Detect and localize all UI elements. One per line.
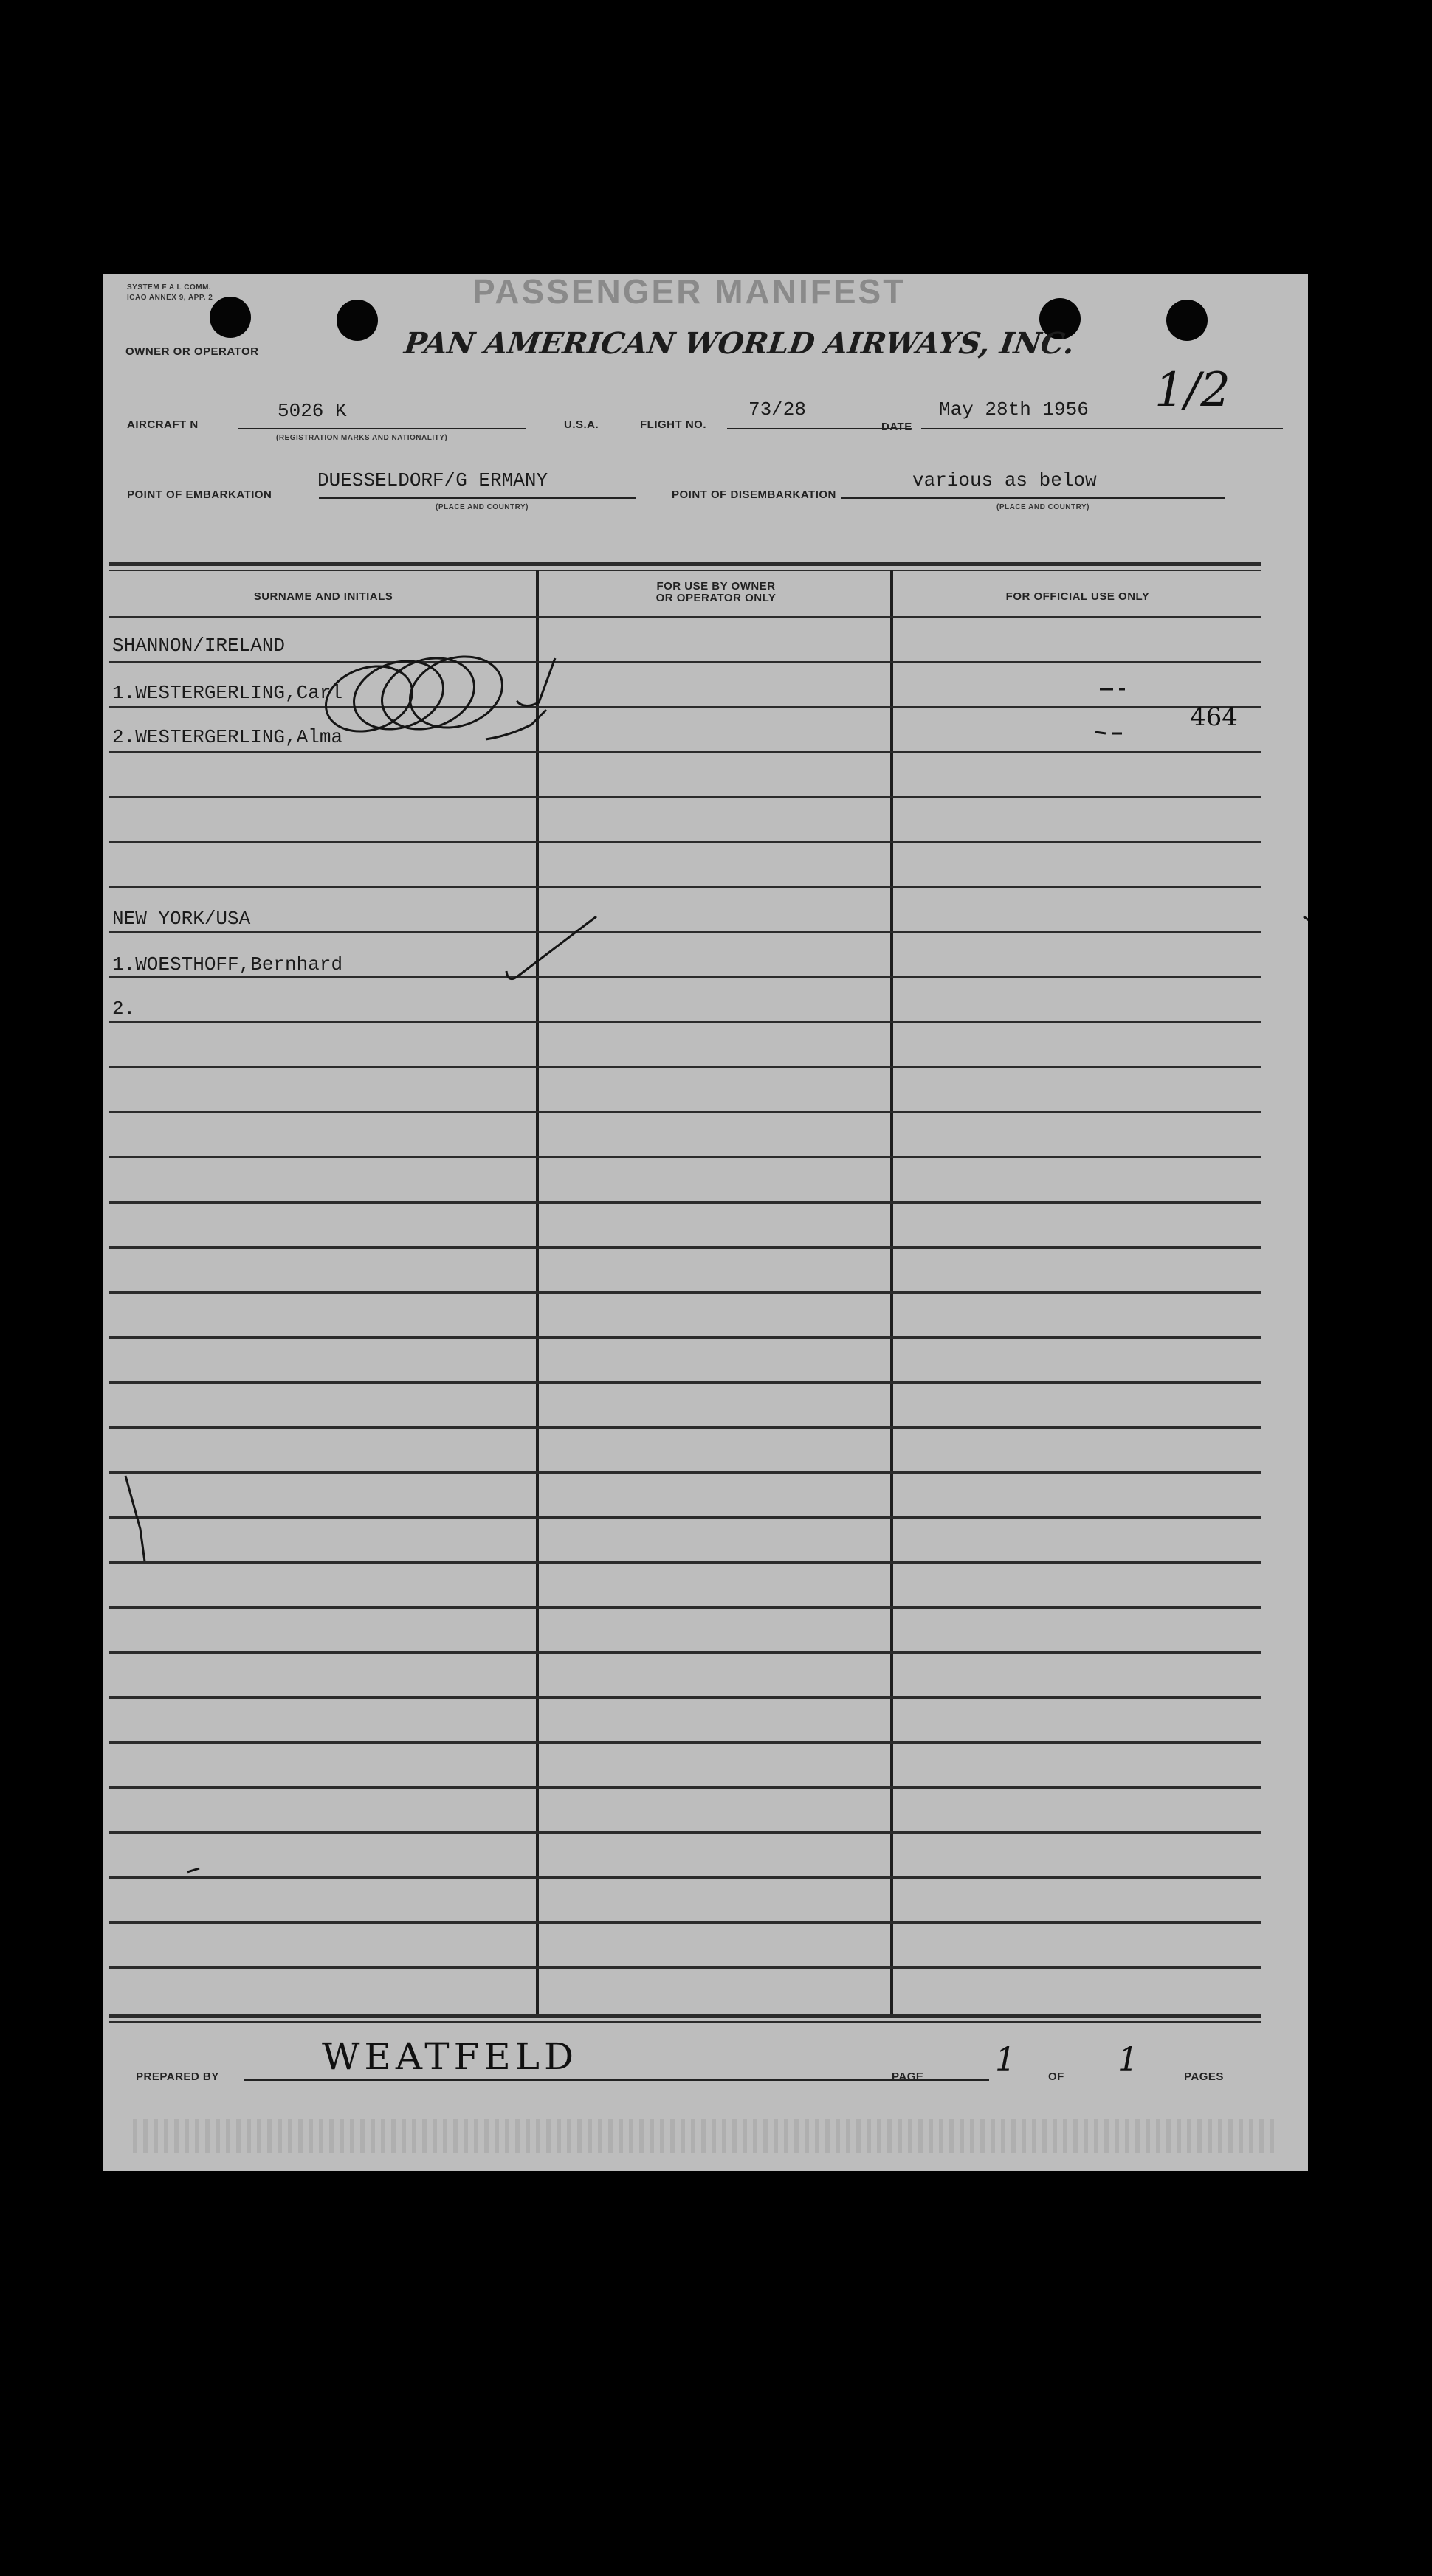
col-head-owner-2: OR OPERATOR ONLY <box>655 592 777 604</box>
pages-label: PAGES <box>1184 2071 1224 2083</box>
scribble-loop <box>401 645 512 739</box>
official-number: 464 <box>1190 702 1238 732</box>
corner-mark: 1/2 <box>1154 363 1230 418</box>
disembarkation-label: POINT OF DISEMBARKATION <box>672 488 836 501</box>
flight-value: 73/28 <box>748 398 807 421</box>
scribble-loop <box>317 656 421 742</box>
check-mark <box>506 916 596 979</box>
flight-label: FLIGHT NO. <box>640 418 706 431</box>
date-value: May 28th 1956 <box>939 398 1089 421</box>
col-head-official: FOR OFFICIAL USE ONLY <box>1005 590 1150 603</box>
group-heading-newyork: NEW YORK/USA <box>112 908 251 930</box>
registration-note: (REGISTRATION MARKS AND NATIONALITY) <box>276 434 448 442</box>
passenger-row: 1.WOESTHOFF,Bernhard <box>112 953 343 976</box>
scribble-loop <box>373 646 483 740</box>
date-label: DATE <box>881 421 912 433</box>
of-value: 1 <box>1118 2041 1138 2079</box>
handwritten-marks <box>103 274 1308 2171</box>
of-label: OF <box>1048 2071 1064 2083</box>
page-value: 1 <box>995 2041 1016 2079</box>
aircraft-label: AIRCRAFT N <box>127 418 199 431</box>
passenger-row: 2. <box>112 998 136 1020</box>
place-country-note-2: (PLACE AND COUNTRY) <box>996 503 1090 511</box>
prepared-label: PREPARED BY <box>136 2071 219 2083</box>
system-note-line-2: ICAO ANNEX 9, APP. 2 <box>127 294 213 302</box>
embarkation-label: POINT OF EMBARKATION <box>127 488 272 501</box>
margin-stroke <box>125 1476 145 1561</box>
check-mark <box>517 658 555 706</box>
col-head-surname: SURNAME AND INITIALS <box>253 590 393 603</box>
usa-label: U.S.A. <box>564 418 599 431</box>
place-country-note: (PLACE AND COUNTRY) <box>436 503 529 511</box>
airline-name: PAN AMERICAN WORLD AIRWAYS, INC. <box>402 326 1077 361</box>
prepared-value: WEATFELD <box>322 2035 579 2078</box>
disembarkation-value: various as below <box>912 469 1097 491</box>
manifest-sheet <box>103 274 1308 2171</box>
group-heading-shannon: SHANNON/IRELAND <box>112 635 286 657</box>
system-note-line-1: SYSTEM F A L COMM. <box>127 283 212 291</box>
aircraft-value: 5026 K <box>278 400 347 422</box>
faded-bottom-print <box>133 2119 1277 2153</box>
passenger-row: 1.WESTERGERLING,Carl <box>112 682 343 704</box>
col-head-owner-1: FOR USE BY OWNER <box>656 580 776 593</box>
owner-label: OWNER OR OPERATOR <box>125 345 259 358</box>
dash-mark <box>187 1868 199 1872</box>
check-mark <box>486 710 546 739</box>
passenger-row: 2.WESTERGERLING,Alma <box>112 726 343 748</box>
page-label: PAGE <box>892 2071 924 2083</box>
embarkation-value: DUESSELDORF/G ERMANY <box>317 469 548 491</box>
dash-mark <box>1095 689 1125 733</box>
form-title: PASSENGER MANIFEST <box>472 272 906 311</box>
margin-stroke <box>1304 916 1308 924</box>
